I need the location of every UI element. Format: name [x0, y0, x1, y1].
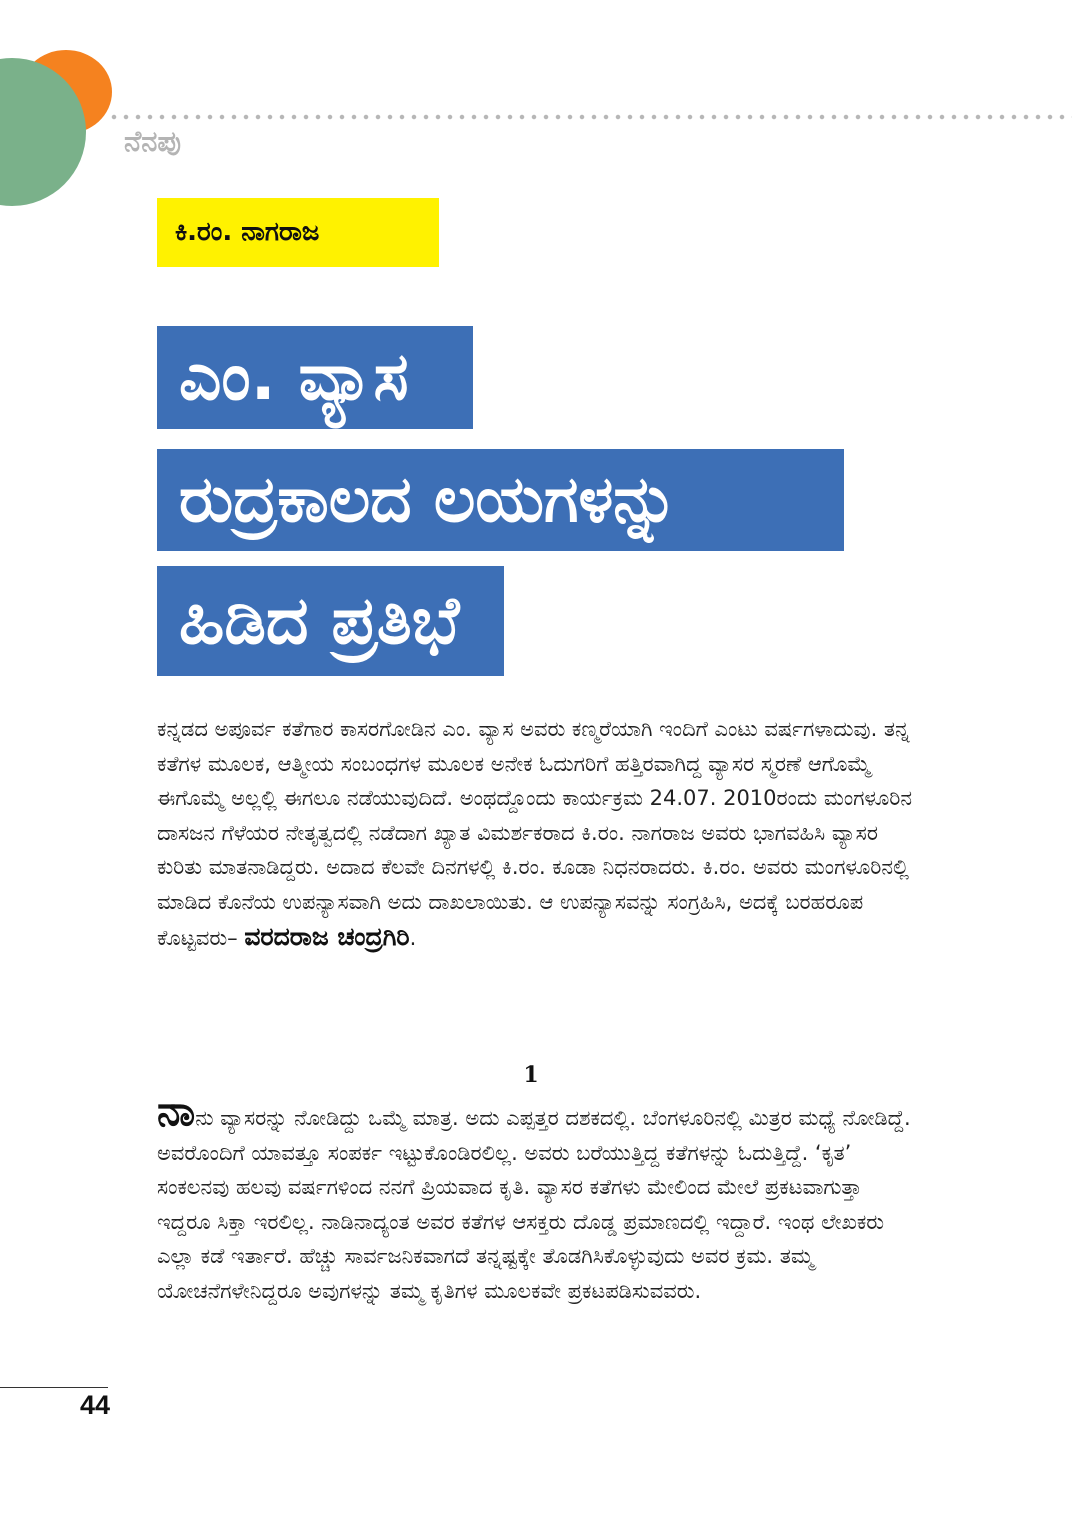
intro-paragraph	[157, 712, 917, 955]
author-name: ಕಿ.ರಂ. ನಾಗರಾಜ	[157, 198, 439, 267]
title-line-2: ರುದ್ರಕಾಲದ ಲಯಗಳನ್ನು	[157, 449, 844, 551]
title-line-3: ಹಿಡಿದ ಪ್ರತಿಭೆ	[157, 566, 504, 676]
page-number: 44	[80, 1390, 111, 1420]
body-text: ನು ವ್ಯಾಸರನ್ನು ನೋಡಿದ್ದು ಒಮ್ಮೆ ಮಾತ್ರ. ಅದು ಎಪ್ಪತ್ತರ ದಶಕದಲ್ಲಿ. ಬೆಂಗಳೂರಿನಲ್ಲಿ ಮಿತ್ರರ ಮಧ್ಯೆ ನೋಡಿದ್ದೆ. ಅವರೊಂದಿಗೆ ಯಾವತ್ತೂ ಸಂಪರ್ಕ ಇಟ್ಟುಕೊಂಡಿರಲಿಲ್ಲ. ಅವರು ಬರೆಯುತ್ತಿದ್ದ ಕತೆಗಳನ್ನು ಓದುತ್ತಿದ್ದೆ. ‘ಕೃತ’ ಸಂಕಲನವು ಹಲವು ವರ್ಷಗಳಿಂದ ನನಗೆ ಪ್ರಿಯವಾದ ಕೃತಿ. ವ್ಯಾಸರ ಕತೆಗಳು ಮೇಲಿಂದ ಮೇಲೆ ಪ್ರಕಟವಾಗುತ್ತಾ ಇದ್ದರೂ ಸಿಕ್ತಾ ಇರಲಿಲ್ಲ. ನಾಡಿನಾದ್ಯಂತ ಅವರ ಕತೆಗಳ ಆಸಕ್ತರು ದೊಡ್ಡ ಪ್ರಮಾಣದಲ್ಲಿ ಇದ್ದಾರೆ. ಇಂಥ ಲೇಖಕರು ಎಲ್ಲಾ ಕಡೆ ಇರ್ತಾರೆ. ಹೆಚ್ಚು ಸಾರ್ವಜನಿಕವಾಗದೆ ತನ್ನಷ್ಟಕ್ಕೇ ತೊಡಗಿಸಿಕೊಳ್ಳುವುದು ಅವರ ಕ್ರಮ. ತಮ್ಮ ಯೋಚನೆಗಳೇನಿದ್ದರೂ ಅವುಗಳನ್ನು ತಮ್ಮ ಕೃತಿಗಳ ಮೂಲಕವೇ ಪ್ರಕಟಪಡಿಸುವವರು.	[157, 1106, 911, 1303]
intro-credit: ವರದರಾಜ ಚಂದ್ರಗಿರಿ	[244, 921, 410, 951]
dotted-header-rule	[108, 114, 1072, 120]
section-label: ನೆನಪು	[124, 124, 182, 158]
drop-cap: ನಾ	[157, 1086, 196, 1135]
intro-end: .	[409, 925, 417, 950]
body-paragraph	[157, 1086, 917, 1308]
intro-text: ಕನ್ನಡದ ಅಪೂರ್ವ ಕತೆಗಾರ ಕಾಸರಗೋಡಿನ ಎಂ. ವ್ಯಾಸ ಅವರು ಕಣ್ಮರೆಯಾಗಿ ಇಂದಿಗೆ ಎಂಟು ವರ್ಷಗಳಾದುವು. ತನ್ನ ಕತೆಗಳ ಮೂಲಕ, ಆತ್ಮೀಯ ಸಂಬಂಧಗಳ ಮೂಲಕ ಅನೇಕ ಓದುಗರಿಗೆ ಹತ್ತಿರವಾಗಿದ್ದ ವ್ಯಾಸರ ಸ್ಮರಣೆ ಆಗೊಮ್ಮೆ ಈಗೊಮ್ಮೆ ಅಲ್ಲಲ್ಲಿ ಈಗಲೂ ನಡೆಯುವುದಿದೆ. ಅಂಥದ್ದೊಂದು ಕಾರ್ಯಕ್ರಮ 24.07. 2010ರಂದು ಮಂಗಳೂರಿನ ದಾಸಜನ ಗೆಳೆಯರ ನೇತೃತ್ವದಲ್ಲಿ ನಡೆದಾಗ ಖ್ಯಾತ ವಿಮರ್ಶಕರಾದ ಕಿ.ರಂ. ನಾಗರಾಜ ಅವರು ಭಾಗವಹಿಸಿ ವ್ಯಾಸರ ಕುರಿತು ಮಾತನಾಡಿದ್ದರು. ಅದಾದ ಕೆಲವೇ ದಿನಗಳಲ್ಲಿ ಕಿ.ರಂ. ಕೂಡಾ ನಿಧನರಾದರು. ಕಿ.ರಂ. ಅವರು ಮಂಗಳೂರಿನಲ್ಲಿ ಮಾಡಿದ ಕೊನೆಯ ಉಪನ್ಯಾಸವಾಗಿ ಅದು ದಾಖಲಾಯಿತು. ಆ ಉಪನ್ಯಾಸವನ್ನು ಸಂಗ್ರಹಿಸಿ, ಅದಕ್ಕೆ ಬರಹರೂಪ ಕೊಟ್ಟವರು–	[157, 717, 913, 950]
title-line-1: ಎಂ. ವ್ಯಾಸ	[157, 326, 473, 429]
section-number: 1	[523, 1062, 539, 1088]
footer-rule	[0, 1387, 108, 1388]
